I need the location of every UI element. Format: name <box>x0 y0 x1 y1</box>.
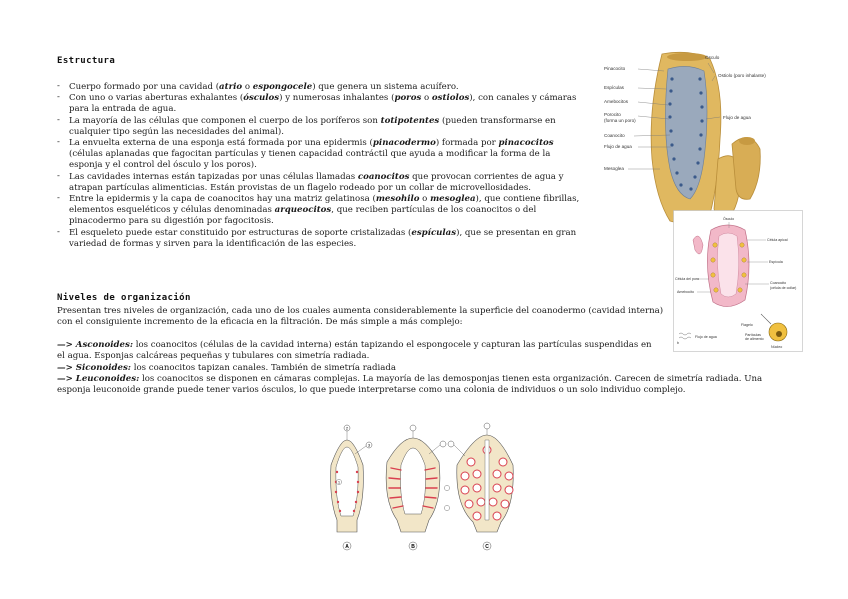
text-run: ) formada por <box>435 138 499 149</box>
detail-label-particulas-note: de alimento <box>745 337 764 341</box>
detail-label-celula-poro: Célula del poro <box>675 277 700 281</box>
panel-label-c: C <box>485 543 489 550</box>
detail-label-coanocito-note: (célula de collar) <box>770 286 797 290</box>
level-leuconoides <box>57 374 797 396</box>
organization-levels-figure <box>325 420 515 555</box>
bold-term: ósculos <box>243 93 280 104</box>
text-run: ) que genera un sistema acuífero. <box>312 82 459 92</box>
detail-panel-letter: b <box>677 341 679 345</box>
detail-label-coanocito: Coanocito <box>770 281 787 285</box>
level-term: —> Asconoides: <box>57 340 133 350</box>
bullet-item <box>57 194 585 228</box>
label-mesoglea: Mesoglea <box>604 166 624 171</box>
detail-label-flagelo: Flagelo <box>741 323 753 327</box>
heading-niveles: Niveles de organización <box>57 293 191 303</box>
text-run: Las cavidades internas están tapizadas por unas células llamadas <box>69 171 358 182</box>
detail-cavity <box>717 233 738 297</box>
callout-side-a: 3 <box>367 442 371 448</box>
label-flujo-agua-left: Flujo de agua <box>604 144 632 149</box>
bullet-item <box>57 138 585 172</box>
estructura-bullet-list <box>57 82 585 250</box>
detail-label-flujo: Flujo de agua <box>695 335 717 339</box>
detail-label-nucleo: Núcleo <box>771 345 783 349</box>
text-run: ), que se presentan en gran variedad de formas y sirven para la identificación de las especies. <box>69 227 577 249</box>
level-text: los coanocitos se disponen en cámaras complejas. La mayoría de las demosponjas tienen esta organización. Carecen de simetría radiada. Una esponja leuconoide grande puede tener varios ósculos, lo que puede interpretarse como una colonia de individuos o un solo individuo complejo. <box>57 374 763 396</box>
text-run: Entre la epidermis y la capa de coanocitos hay una matriz gelatinosa ( <box>69 194 376 205</box>
callout-inner-a: 1 <box>338 480 340 485</box>
callout-top-a: 2 <box>345 425 349 431</box>
text-run: que provocan corrientes de agua y atrapan partículas alimenticias. Están provistas de un flagelo rodeado por un collar de microvellosidades. <box>69 171 564 193</box>
label-coanocito: Coanocito <box>604 133 625 138</box>
text-run: La envuelta externa de una esponja está formada por una epidermis ( <box>69 138 373 149</box>
level-text: los coanocitos tapizan canales. También de simetría radiada <box>130 363 397 373</box>
panel-label-b: B <box>411 543 415 550</box>
syconoid-diagram <box>386 425 449 550</box>
level-term: —> Leuconoides: <box>57 374 140 384</box>
panel-label-a: A <box>345 543 349 550</box>
level-term: —> Siconoides: <box>57 363 131 373</box>
bold-term: atrio <box>219 82 243 92</box>
detail-label-celula-apical: Célula apical <box>767 238 788 242</box>
bold-term: poros <box>394 93 422 104</box>
bold-term: mesohilo <box>375 194 420 205</box>
bold-term: totipotentes <box>380 115 440 126</box>
label-ostiolo: Ostiolo (poro inhalante) <box>718 73 766 78</box>
bold-term: espículas <box>411 227 457 238</box>
niveles-intro: Presentan tres niveles de organización, cada uno de los cuales aumenta considerablemente la superficie del coanodermo (cavidad interna) con el consiguiente incremento de la eficacia en la filtración. De más simple a más complejo: <box>57 306 664 328</box>
label-pinacocito: Pinacocito <box>604 66 626 71</box>
bold-term: arqueocitos <box>274 205 332 216</box>
nucleus <box>776 331 782 337</box>
bullet-item <box>57 228 585 250</box>
label-amebocitos: Amebocitos <box>604 99 629 104</box>
level-asconoides <box>57 340 657 362</box>
asconoid-diagram <box>331 425 372 550</box>
text-run: o <box>242 82 253 92</box>
detail-label-osculo: Ósculo <box>723 217 735 221</box>
label-osculo: Ósculo <box>705 55 720 60</box>
bullet-item <box>57 172 585 194</box>
leuconoid-diagram <box>448 423 513 550</box>
level-text: los coanocitos (células de la cavidad interna) están tapizando el espongocele y capturan las partículas suspendidas en el agua. Esponjas calcáreas pequeñas y tubulares con simetría radiada. <box>57 340 652 362</box>
label-porocito: Porocito <box>604 112 621 117</box>
text-run: Cuerpo formado por una cavidad ( <box>69 82 220 92</box>
heading-estructura: Estructura <box>57 56 116 66</box>
bullet-item <box>57 116 585 138</box>
label-espiculas: Espículas <box>604 85 624 90</box>
sponge-branch-opening <box>739 137 755 145</box>
bold-term: ostiolos <box>431 93 470 104</box>
text-run: La mayoría de las células que componen el cuerpo de los poríferos son <box>69 115 381 126</box>
text-run: Con uno o varias aberturas exhalantes ( <box>69 93 244 104</box>
detail-label-particulas: Partículas <box>745 333 761 337</box>
text-run: o <box>421 93 432 104</box>
text-run: El esqueleto puede estar constituido por estructuras de soporte cristalizadas ( <box>69 227 412 238</box>
bold-term: pinacocitos <box>498 138 554 149</box>
sponge-detail-figure <box>673 210 803 352</box>
text-run: ), que contiene fibrillas, elementos esqueléticos y células denominadas <box>69 194 580 216</box>
bold-term: mesoglea <box>430 194 476 205</box>
label-flujo-agua-right: Flujo de agua <box>723 115 751 120</box>
text-run: , que reciben partículas de los coanocitos o del pinacodermo para su digestión por fagocitosis. <box>69 205 537 227</box>
bullet-item <box>57 82 585 93</box>
bold-term: pinacodermo <box>372 138 436 149</box>
bold-term: coanocitos <box>357 171 410 182</box>
text-run: o <box>419 194 431 205</box>
text-run: (pueden transformarse en cualquier tipo según las necesidades del animal). <box>69 115 556 137</box>
osculum-opening <box>667 53 707 61</box>
label-porocito-note: (forma un poro) <box>604 118 636 123</box>
sponge-anatomy-figure <box>600 49 785 231</box>
text-run: ), con canales y cámaras para la entrada de agua. <box>69 93 577 115</box>
text-run: ) y numerosas inhalantes ( <box>279 93 395 104</box>
text-run: (células aplanadas que fagocitan partículas y tienen capacidad contráctil que ayuda a modificar la forma de la esponja y el control del ósculo y los poros). <box>69 149 551 171</box>
level-siconoides <box>57 363 657 374</box>
bullet-item <box>57 93 585 115</box>
bold-term: espongocele <box>252 82 313 92</box>
detail-label-amebocito: Amebocito <box>677 290 694 294</box>
detail-label-espicula: Espícula <box>769 260 783 264</box>
